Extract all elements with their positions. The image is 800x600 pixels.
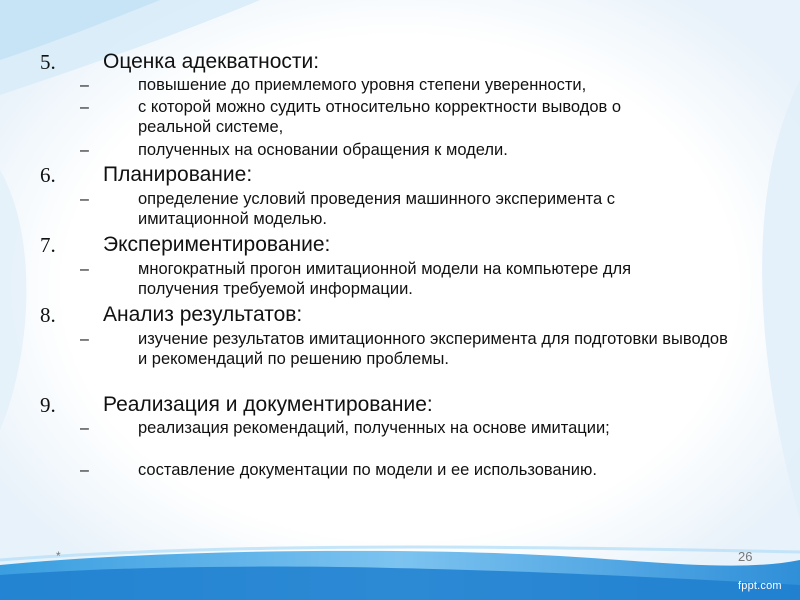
item-number: 8.: [40, 303, 56, 327]
dash-bullet: –: [80, 191, 89, 208]
sub-item-text: составление документации по модели и ее использованию.: [138, 461, 597, 479]
item-heading: Оценка адекватности:: [103, 50, 320, 73]
dash-bullet: –: [80, 77, 89, 94]
dash-bullet: –: [80, 331, 89, 348]
sub-item-text: реализация рекомендаций, полученных на основе имитации;: [138, 419, 610, 437]
dash-bullet: –: [80, 420, 89, 437]
item-number: 6.: [40, 163, 56, 187]
dash-bullet: –: [80, 99, 89, 116]
item-heading: Реализация и документирование:: [103, 393, 433, 416]
item-heading: Планирование:: [103, 163, 253, 186]
sub-item-text: многократный прогон имитационной модели на компьютере для получения требуемой информации.: [138, 260, 632, 298]
dash-bullet: –: [80, 462, 89, 479]
item-number: 9.: [40, 393, 56, 417]
item-heading: Анализ результатов:: [103, 303, 303, 326]
footer-date-placeholder: *: [56, 549, 61, 563]
slide-number: 26: [738, 549, 753, 564]
dash-bullet: –: [80, 261, 89, 278]
sub-item-text: изучение результатов имитационного эксперимента для подготовки выводов и рекомендаций по решению проблемы.: [138, 330, 728, 368]
item-number: 7.: [40, 233, 56, 257]
sub-item-text: с которой можно судить относительно корректности выводов о реальной системе,: [138, 98, 622, 136]
sub-item-text: определение условий проведения машинного эксперимента с имитационной моделью.: [138, 190, 616, 228]
sub-item-text: повышение до приемлемого уровня степени уверенности,: [138, 76, 587, 94]
dash-bullet: –: [80, 142, 89, 159]
item-number: 5.: [40, 50, 56, 74]
item-heading: Экспериментирование:: [103, 233, 331, 256]
sub-item-text: полученных на основании обращения к модели.: [138, 141, 508, 159]
watermark: fppt.com: [738, 580, 782, 592]
